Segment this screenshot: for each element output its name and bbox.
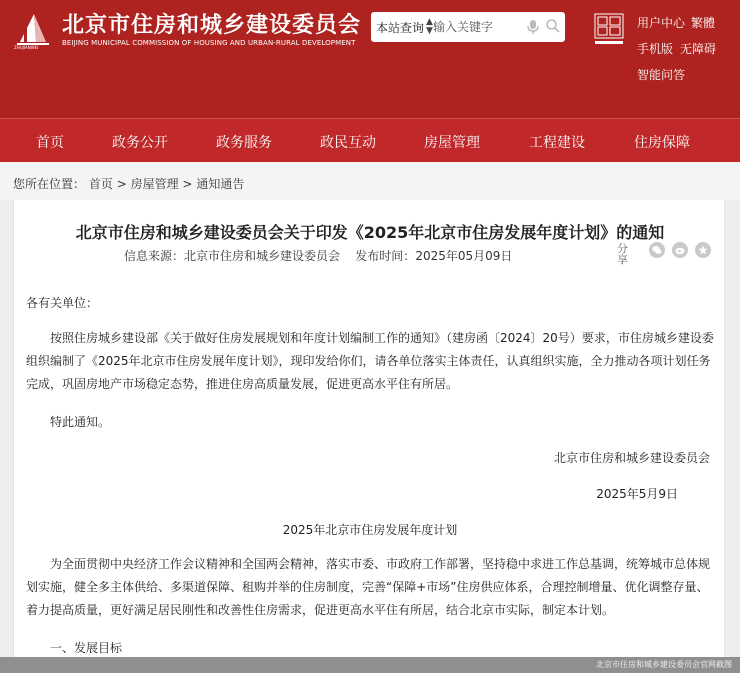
breadcrumb-separator: > [182, 177, 193, 191]
breadcrumb-current[interactable]: 通知通告 [196, 177, 245, 191]
breadcrumb-home[interactable]: 首页 [88, 177, 113, 191]
nav-item-construction[interactable]: 工程建设 [529, 135, 585, 151]
breadcrumb [13, 175, 244, 192]
wechat-share-icon[interactable] [649, 242, 665, 258]
article-body-paragraph: 按照住房城乡建设部《关于做好住房发展规划和年度计划编制工作的通知》（建房函〔2024〕20号）要求，市住房城乡建设委组织编制了《2025年北京市住房发展年度计划》，现印发给你们，请各单位落实主体责任，认真组织实施，全力推动各项计划任务完成，巩固房地产市场稳定态势，推进住房高质量发展，促进更高水平住有所居。 [26, 331, 714, 391]
breadcrumb-separator: > [116, 177, 127, 191]
favorite-share-icon[interactable] [695, 242, 711, 258]
search-box [371, 12, 565, 42]
nav-item-home[interactable]: 首页 [36, 135, 64, 151]
source-value: 北京市住房和城乡建设委员会 [184, 249, 341, 263]
microphone-icon[interactable] [526, 19, 540, 35]
site-logo-icon[interactable] [14, 10, 52, 50]
article-meta [124, 247, 512, 264]
nav-item-government-services[interactable]: 政务服务 [216, 135, 272, 151]
breadcrumb-bar [0, 162, 740, 200]
breadcrumb-section[interactable]: 房屋管理 [130, 177, 179, 191]
plan-title: 2025年北京市住房发展年度计划 [282, 523, 458, 537]
search-input[interactable] [433, 17, 521, 37]
breadcrumb-prefix: 您所在位置： [13, 177, 86, 191]
article-container [13, 200, 725, 673]
site-subtitle: BEIJING MUNICIPAL COMMISSION OF HOUSING AND URBAN-RURAL DEVELOPMENT [62, 39, 356, 47]
publish-date: 2025年05月09日 [415, 249, 513, 263]
user-center-link[interactable]: 用户中心 [637, 16, 686, 30]
accessibility-link[interactable]: 无障碍 [680, 42, 717, 56]
site-title[interactable]: 北京市住房和城乡建设委员会 [62, 13, 362, 38]
nav-item-public-interaction[interactable]: 政民互动 [320, 135, 376, 151]
smart-qa-link[interactable]: 智能问答 [637, 68, 686, 82]
issuer-signature: 北京市住房和城乡建设委员会 [553, 451, 710, 465]
logo-caption: ZHUJIANWEI [14, 45, 39, 50]
closing-line: 特此通知。 [50, 415, 111, 429]
signature-date: 2025年5月9日 [596, 487, 678, 501]
capital-emblem-icon [594, 13, 624, 47]
search-icon[interactable] [545, 18, 561, 34]
nav-item-housing-management[interactable]: 房屋管理 [424, 135, 480, 151]
source-label: 信息来源： [124, 249, 185, 263]
screenshot-caption-strip [0, 657, 740, 673]
section-heading: 一、发展目标 [50, 641, 123, 655]
nav-item-housing-security[interactable]: 住房保障 [634, 135, 690, 151]
share-label: 分享 [617, 242, 628, 266]
screenshot-caption: 北京市住房和城乡建设委员会官网截图 [596, 660, 732, 669]
date-label: 发布时间： [355, 249, 416, 263]
article-title: 北京市住房和城乡建设委员会关于印发《2025年北京市住房发展年度计划》的通知 [75, 223, 665, 242]
main-nav [0, 118, 740, 162]
search-scope-select[interactable]: 本站查询 [376, 21, 425, 35]
weibo-share-icon[interactable] [672, 242, 688, 258]
salutation: 各有关单位： [26, 296, 99, 310]
scope-toggle-icon[interactable]: ▲ ▼ [426, 17, 433, 36]
nav-item-government-affairs[interactable]: 政务公开 [112, 135, 168, 151]
traditional-chinese-link[interactable]: 繁體 [691, 16, 716, 30]
site-header [0, 0, 740, 118]
plan-intro-paragraph: 为全面贯彻中央经济工作会议精神和全国两会精神，落实市委、市政府工作部署，坚持稳中求进工作总基调，统筹城市总体规划实施，健全多主体供给、多渠道保障、租购并举的住房制度，完善“保障+市场”住房供应体系，合理控制增量、优化调整存量、着力提高质量，更好满足居民刚性和改善性住房需求，促进更高水平住有所居，结合北京市实际，制定本计划。 [26, 557, 711, 617]
mobile-version-link[interactable]: 手机版 [637, 42, 674, 56]
